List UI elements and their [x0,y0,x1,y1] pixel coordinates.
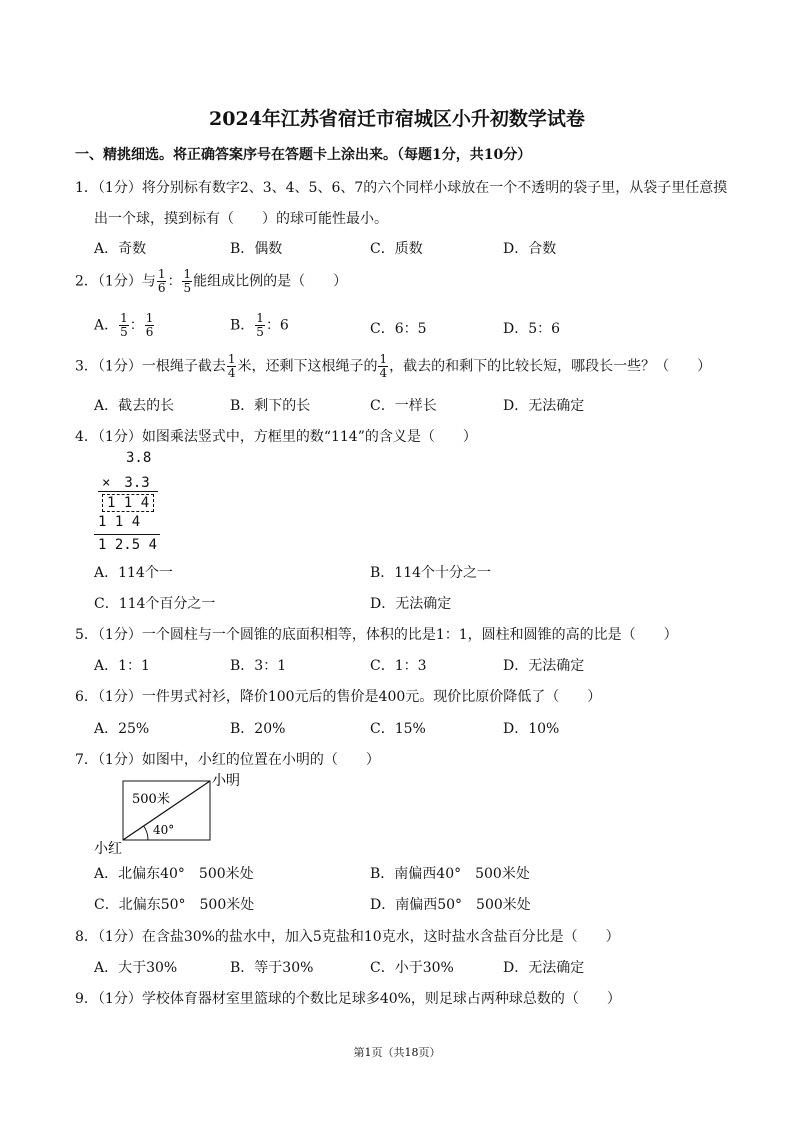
angle-arc [144,826,148,840]
question-6-option-a[interactable]: A．25% [94,721,150,737]
section-heading: 一、精挑细选。将正确答案序号在答题卡上涂出来。（每题1分，共10分） [75,147,532,163]
question-3-stem [75,353,711,380]
ratio-separator: ： [167,273,182,290]
fraction-denominator: 5 [183,281,192,295]
question-7-option-d[interactable]: D．南偏西50° 500米处 [370,897,531,913]
question-8-stem: 8．（1分）在含盐30%的盐水中，加入5克盐和10克水，这时盐水含盐百分比是（ ） [75,929,620,945]
question-2-stem-prefix: 2．（1分）与 [75,273,156,290]
multiplication-figure [92,450,162,555]
option-label: A． [94,317,119,334]
question-4-option-b[interactable]: B．114个十分之一 [370,565,492,581]
question-5-option-b[interactable]: B．3：1 [230,658,287,674]
question-8-option-d[interactable]: D．无法确定 [503,960,585,976]
product-result: 1 2.5 4 [98,537,158,553]
fraction [227,353,237,380]
fraction-denominator: 4 [379,366,388,380]
question-3-option-b[interactable]: B．剩下的长 [230,398,311,414]
question-2-stem [75,268,347,295]
question-1-option-d[interactable]: D．合数 [503,241,557,257]
question-5-option-d[interactable]: D．无法确定 [503,658,585,674]
fraction-denominator: 4 [227,366,236,380]
question-9-stem: 9．（1分）学校体育器材室里篮球的个数比足球多40%，则足球占两种球总数的（ ） [75,991,621,1007]
multiplier: × 3.3 [102,475,150,491]
question-1-stem-line2: 出一个球，摸到标有（ ）的球可能性最小。 [94,211,388,227]
fraction-denominator: 5 [256,325,264,339]
question-8-option-a[interactable]: A．大于30% [94,960,178,976]
question-6-option-d[interactable]: D．10% [503,721,560,737]
fraction-numerator: 1 [379,352,388,366]
fraction [182,268,192,295]
question-2-option-b[interactable] [230,312,289,339]
question-3-stem-mid: 米，还剩下这根绳子的 [237,358,378,375]
question-5-option-a[interactable]: A．1：1 [94,658,150,674]
fraction-denominator: 5 [120,325,128,339]
question-5-stem: 5．（1分）一个圆柱与一个圆锥的底面积相等，体积的比是1：1，圆柱和圆锥的高的比是（ ） [75,627,678,643]
label-xiaoming: 小明 [212,773,240,789]
dashed-box-partial: 1 1 4 [102,494,154,512]
fraction-numerator: 1 [256,311,264,325]
question-1-option-a[interactable]: A．奇数 [94,241,147,257]
angle-label: 40° [153,823,175,837]
question-7-stem: 7．（1分）如图中，小红的位置在小明的（ ） [75,752,380,768]
question-3-stem-suffix: ，截去的和剩下的比较长短，哪段长一些？（ ） [389,358,712,375]
question-4-option-d[interactable]: D．无法确定 [370,596,452,612]
question-4-option-a[interactable]: A．114个一 [94,565,173,581]
question-4-option-c[interactable]: C．114个百分之一 [94,596,216,612]
fraction-numerator: 1 [120,311,128,325]
fraction-denominator: 6 [145,325,154,339]
fraction-numerator: 1 [227,352,236,366]
question-4-stem: 4．（1分）如图乘法竖式中，方框里的数“114”的含义是（ ） [75,429,477,445]
question-2-option-a[interactable] [94,312,155,339]
question-7-option-c[interactable]: C．北偏东50° 500米处 [94,897,255,913]
question-1-stem-line1: 1．（1分）将分别标有数字2、3、4、5、6、7的六个同样小球放在一个不透明的袋子里，从袋子里任意摸 [75,180,728,196]
question-6-option-b[interactable]: B．20% [230,721,286,737]
partial-product: 1 1 4 [98,514,141,530]
question-3-stem-prefix: 3．（1分）一根绳子截去 [75,358,226,375]
question-3-option-a[interactable]: A．截去的长 [94,398,175,414]
question-2-option-d[interactable]: D．5：6 [503,321,561,337]
question-1-option-c[interactable]: C．质数 [370,241,423,257]
fraction [145,312,155,339]
page-footer: 第1页（共18页） [353,1046,441,1059]
question-3-option-d[interactable]: D．无法确定 [503,398,585,414]
page-title: 2024年江苏省宿迁市宿城区小升初数学试卷 [209,108,585,130]
question-3-option-c[interactable]: C．一样长 [370,398,437,414]
multiplicand: 3.8 [126,450,152,466]
question-7-option-b[interactable]: B．南偏西40° 500米处 [370,866,530,882]
label-xiaohong: 小红 [94,841,122,857]
question-6-stem: 6．（1分）一件男式衬衫，降价100元后的售价是400元。现价比原价降低了（ ） [75,689,602,705]
option-rest: ：6 [265,317,289,334]
product-rule-bottom [94,534,160,535]
question-8-option-c[interactable]: C．小于30% [370,960,454,976]
fraction-numerator: 1 [145,311,154,325]
fraction-numerator: 1 [183,267,192,281]
distance-label: 500米 [132,792,170,807]
question-2-stem-suffix: 能组成比例的是（ ） [193,273,348,290]
fraction [255,312,265,339]
question-7-option-a[interactable]: A．北偏东40° 500米处 [94,866,254,882]
position-diagram [90,772,260,860]
question-5-option-c[interactable]: C．1：3 [370,658,427,674]
option-label: B． [230,317,255,334]
fraction [378,353,388,380]
ratio-separator: ： [129,317,144,334]
fraction-numerator: 1 [157,267,166,281]
fraction [157,268,167,295]
question-1-option-b[interactable]: B．偶数 [230,241,283,257]
question-2-option-c[interactable]: C．6：5 [370,321,427,337]
fraction [119,312,129,339]
question-6-option-c[interactable]: C．15% [370,721,426,737]
product-rule-top [98,491,158,492]
fraction-denominator: 6 [157,281,166,295]
question-8-option-b[interactable]: B．等于30% [230,960,314,976]
